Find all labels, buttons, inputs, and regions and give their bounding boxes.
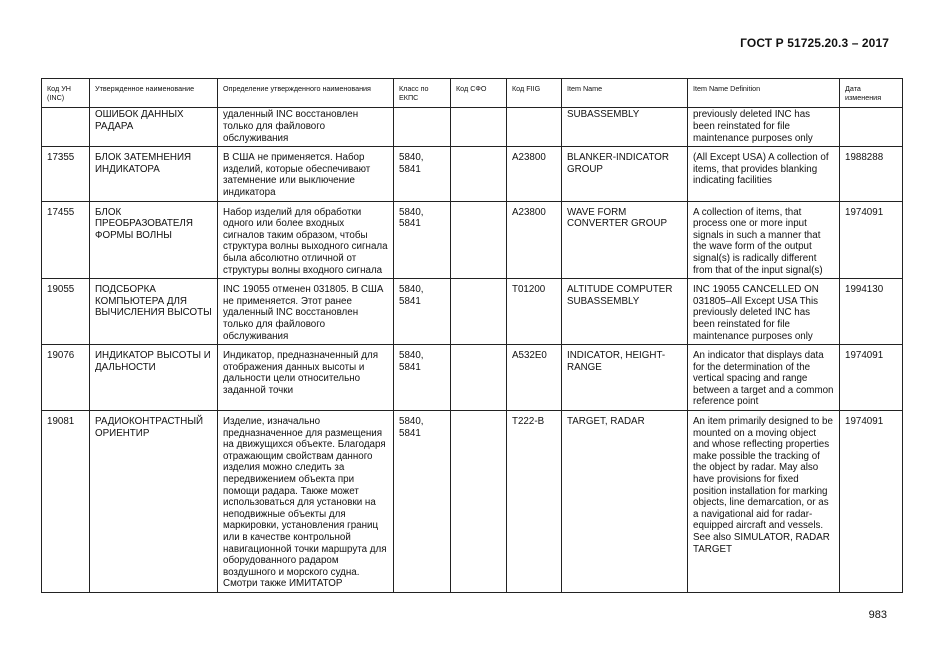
cell-definition: удаленный INC восстановлен только для файлового обслуживания <box>218 108 394 147</box>
table-header-row <box>42 79 903 108</box>
col-header-fiig: Код FIIG <box>507 79 562 108</box>
cell-fiig: A23800 <box>507 201 562 279</box>
cell-item-name: WAVE FORM CONVERTER GROUP <box>562 201 688 279</box>
table-row <box>42 279 903 345</box>
cell-name: РАДИОКОНТРАСТНЫЙ ОРИЕНТИР <box>90 411 218 593</box>
col-header-item-name: Item Name <box>562 79 688 108</box>
table-row <box>42 411 903 593</box>
cell-fiig: A532E0 <box>507 345 562 411</box>
col-header-name: Утвержденное наименование <box>90 79 218 108</box>
cell-class <box>394 108 451 147</box>
cell-date: 1974091 <box>840 411 903 593</box>
cell-definition: Индикатор, предназначенный для отображения данных высоты и дальности цели относительно заданной точки <box>218 345 394 411</box>
cell-item-def: A collection of items, that process one or more input signals in such a manner that the wave form of the output signal(s) is radically different from that of the input signal(s) <box>688 201 840 279</box>
cell-item-name: BLANKER-INDICATOR GROUP <box>562 147 688 201</box>
cell-class: 5840, 5841 <box>394 345 451 411</box>
cell-inc: 17355 <box>42 147 90 201</box>
cell-inc: 17455 <box>42 201 90 279</box>
col-header-class: Класс по ЕКПС <box>394 79 451 108</box>
cell-date: 1994130 <box>840 279 903 345</box>
cell-inc: 19076 <box>42 345 90 411</box>
table-row <box>42 201 903 279</box>
document-header: ГОСТ Р 51725.20.3 – 2017 <box>740 36 889 50</box>
cell-sfo <box>451 411 507 593</box>
cell-class: 5840, 5841 <box>394 201 451 279</box>
table-row <box>42 147 903 201</box>
cell-sfo <box>451 108 507 147</box>
cell-name: ОШИБОК ДАННЫХ РАДАРА <box>90 108 218 147</box>
cell-item-name: INDICATOR, HEIGHT-RANGE <box>562 345 688 411</box>
cell-sfo <box>451 201 507 279</box>
cell-sfo <box>451 279 507 345</box>
cell-inc <box>42 108 90 147</box>
cell-name: ПОДСБОРКА КОМПЬЮТЕРА ДЛЯ ВЫЧИСЛЕНИЯ ВЫСОТЫ <box>90 279 218 345</box>
col-header-item-def: Item Name Definition <box>688 79 840 108</box>
cell-item-name: ALTITUDE COMPUTER SUBASSEMBLY <box>562 279 688 345</box>
cell-class: 5840, 5841 <box>394 411 451 593</box>
cell-sfo <box>451 345 507 411</box>
cell-definition: В США не применяется. Набор изделий, которые обеспечивают затемнение или выключение индикатора <box>218 147 394 201</box>
cell-definition: INC 19055 отменен 031805. В США не применяется. Этот ранее удаленный INC восстановлен только для файлового обслуживания <box>218 279 394 345</box>
cell-class: 5840, 5841 <box>394 147 451 201</box>
cell-inc: 19055 <box>42 279 90 345</box>
col-header-definition: Определение утвержденного наименования <box>218 79 394 108</box>
cell-item-def: previously deleted INC has been reinstated for file maintenance purposes only <box>688 108 840 147</box>
cell-date: 1974091 <box>840 345 903 411</box>
table-row <box>42 345 903 411</box>
inc-table <box>41 78 903 593</box>
table-container <box>41 78 902 593</box>
cell-fiig: A23800 <box>507 147 562 201</box>
cell-item-def: (All Except USA) A collection of items, that provides blanking indicating facilities <box>688 147 840 201</box>
col-header-date: Дата изменения <box>840 79 903 108</box>
cell-name: БЛОК ЗАТЕМНЕНИЯ ИНДИКАТОРА <box>90 147 218 201</box>
col-header-inc: Код УН (INC) <box>42 79 90 108</box>
cell-item-def: An indicator that displays data for the determination of the vertical spacing and range between a target and a common reference point <box>688 345 840 411</box>
cell-definition: Набор изделий для обработки одного или более входных сигналов таким образом, чтобы структура волны выходного сигнала была абсолютно отличной от структуры волны входного сигнала <box>218 201 394 279</box>
col-header-sfo: Код СФО <box>451 79 507 108</box>
cell-inc: 19081 <box>42 411 90 593</box>
cell-date: 1988288 <box>840 147 903 201</box>
cell-class: 5840, 5841 <box>394 279 451 345</box>
cell-fiig: T222-B <box>507 411 562 593</box>
cell-date: 1974091 <box>840 201 903 279</box>
cell-definition: Изделие, изначально предназначенное для размещения на движущихся объекте. Благодаря отражающим свойствам данного изделия можно следить за передвижением объекта при помощи радара. Также может использоваться для установки на неподвижные объекты для маркировки, установления границ или в качестве контрольной навигационной точки маршрута для оборудованного радаром воздушного и морского судна. Смотри также ИМИТАТОР <box>218 411 394 593</box>
cell-fiig <box>507 108 562 147</box>
table-row <box>42 108 903 147</box>
cell-fiig: T01200 <box>507 279 562 345</box>
page-number: 983 <box>868 609 887 621</box>
cell-name: ИНДИКАТОР ВЫСОТЫ И ДАЛЬНОСТИ <box>90 345 218 411</box>
cell-item-def: INC 19055 CANCELLED ON 031805–All Except USA This previously deleted INC has been reinstated for file maintenance purposes only <box>688 279 840 345</box>
cell-name: БЛОК ПРЕОБРАЗОВАТЕЛЯ ФОРМЫ ВОЛНЫ <box>90 201 218 279</box>
cell-sfo <box>451 147 507 201</box>
cell-date <box>840 108 903 147</box>
cell-item-name: TARGET, RADAR <box>562 411 688 593</box>
cell-item-name: SUBASSEMBLY <box>562 108 688 147</box>
cell-item-def: An item primarily designed to be mounted on a moving object and whose reflecting properties make possible the tracking of the object by radar. May also have provisions for fixed position installation for marking objects, line demarcation, or as a navigational aid for radar-equipped aircraft and vessels. See also SIMULATOR, RADAR TARGET <box>688 411 840 593</box>
